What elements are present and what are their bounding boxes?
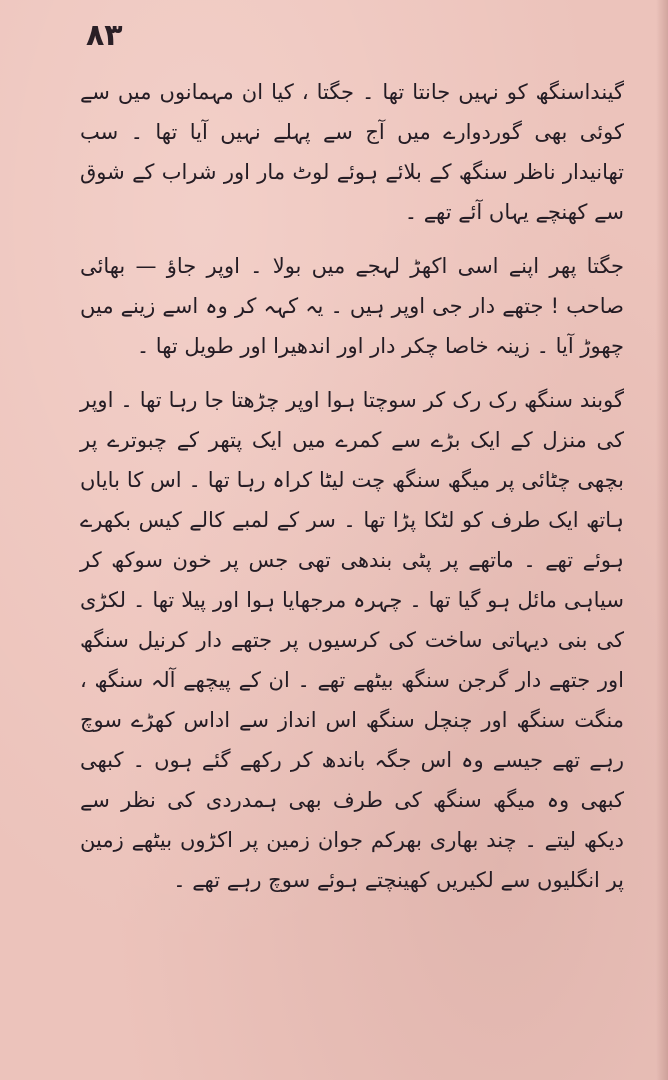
paragraph-1: گینداسنگھ کو نہیں جانتا تھا ۔ جگتا ، کیا ان مہمانوں میں سے کوئی بھی گوردوارے میں آج سے پہلے نہیں آیا تھا ۔ سب تھانیدار ناظر سنگھ کے بلائے ہوئے لوٹ مار اور شراب کے شوق سے کھنچے یہاں آئے تھے ۔ xyxy=(80,80,624,224)
page-number: ۸۳ xyxy=(86,18,123,53)
page-edge-shadow xyxy=(656,0,668,1080)
paragraph-2: جگتا پھر اپنے اسی اکھڑ لہجے میں بولا ۔ اوپر جاؤ — بھائی صاحب ! جتھے دار جی اوپر ہیں ۔ یہ کہہ کر وہ اسے زینے میں چھوڑ آیا ۔ زینہ خاصا چکر دار اور اندھیرا اور طویل تھا ۔ xyxy=(80,254,624,358)
paragraph-3: گوبند سنگھ رک رک کر سوچتا ہوا اوپر چڑھتا جا رہا تھا ۔ اوپر کی منزل کے ایک بڑے سے کمرے میں ایک پتھر کے چبوترے پر بچھی چٹائی پر میگھ سنگھ چت لیٹا کراہ رہا تھا ۔ اس کا بایاں ہاتھ ایک طرف کو لٹکا پڑا تھا ۔ سر کے لمبے کالے کیس بکھرے ہوئے تھے ۔ ماتھے پر پٹی بندھی تھی جس پر خون سوکھ کر سیاہی مائل ہو گیا تھا ۔ چہرہ مرجھایا ہوا اور پیلا تھا ۔ لکڑی کی بنی دیہاتی ساخت کی کرسیوں پر جتھے دار کرنیل سنگھ اور جتھے دار گرجن سنگھ بیٹھے تھے ۔ ان کے پیچھے آلہ سنگھ ، منگت سنگھ اور چنچل سنگھ اس انداز سے اداس کھڑے سوچ رہے تھے جیسے وہ اس جگہ باندھ کر رکھے گئے ہوں ۔ کبھی کبھی وہ میگھ سنگھ کی طرف بھی ہمدردی کی نظر سے دیکھ لیتے ۔ چند بھاری بھرکم جوان زمین پر اکڑوں بیٹھے زمین پر انگلیوں سے لکیریں کھینچتے ہوئے سوچ رہے تھے ۔ xyxy=(80,388,624,892)
body-text xyxy=(80,72,624,1020)
